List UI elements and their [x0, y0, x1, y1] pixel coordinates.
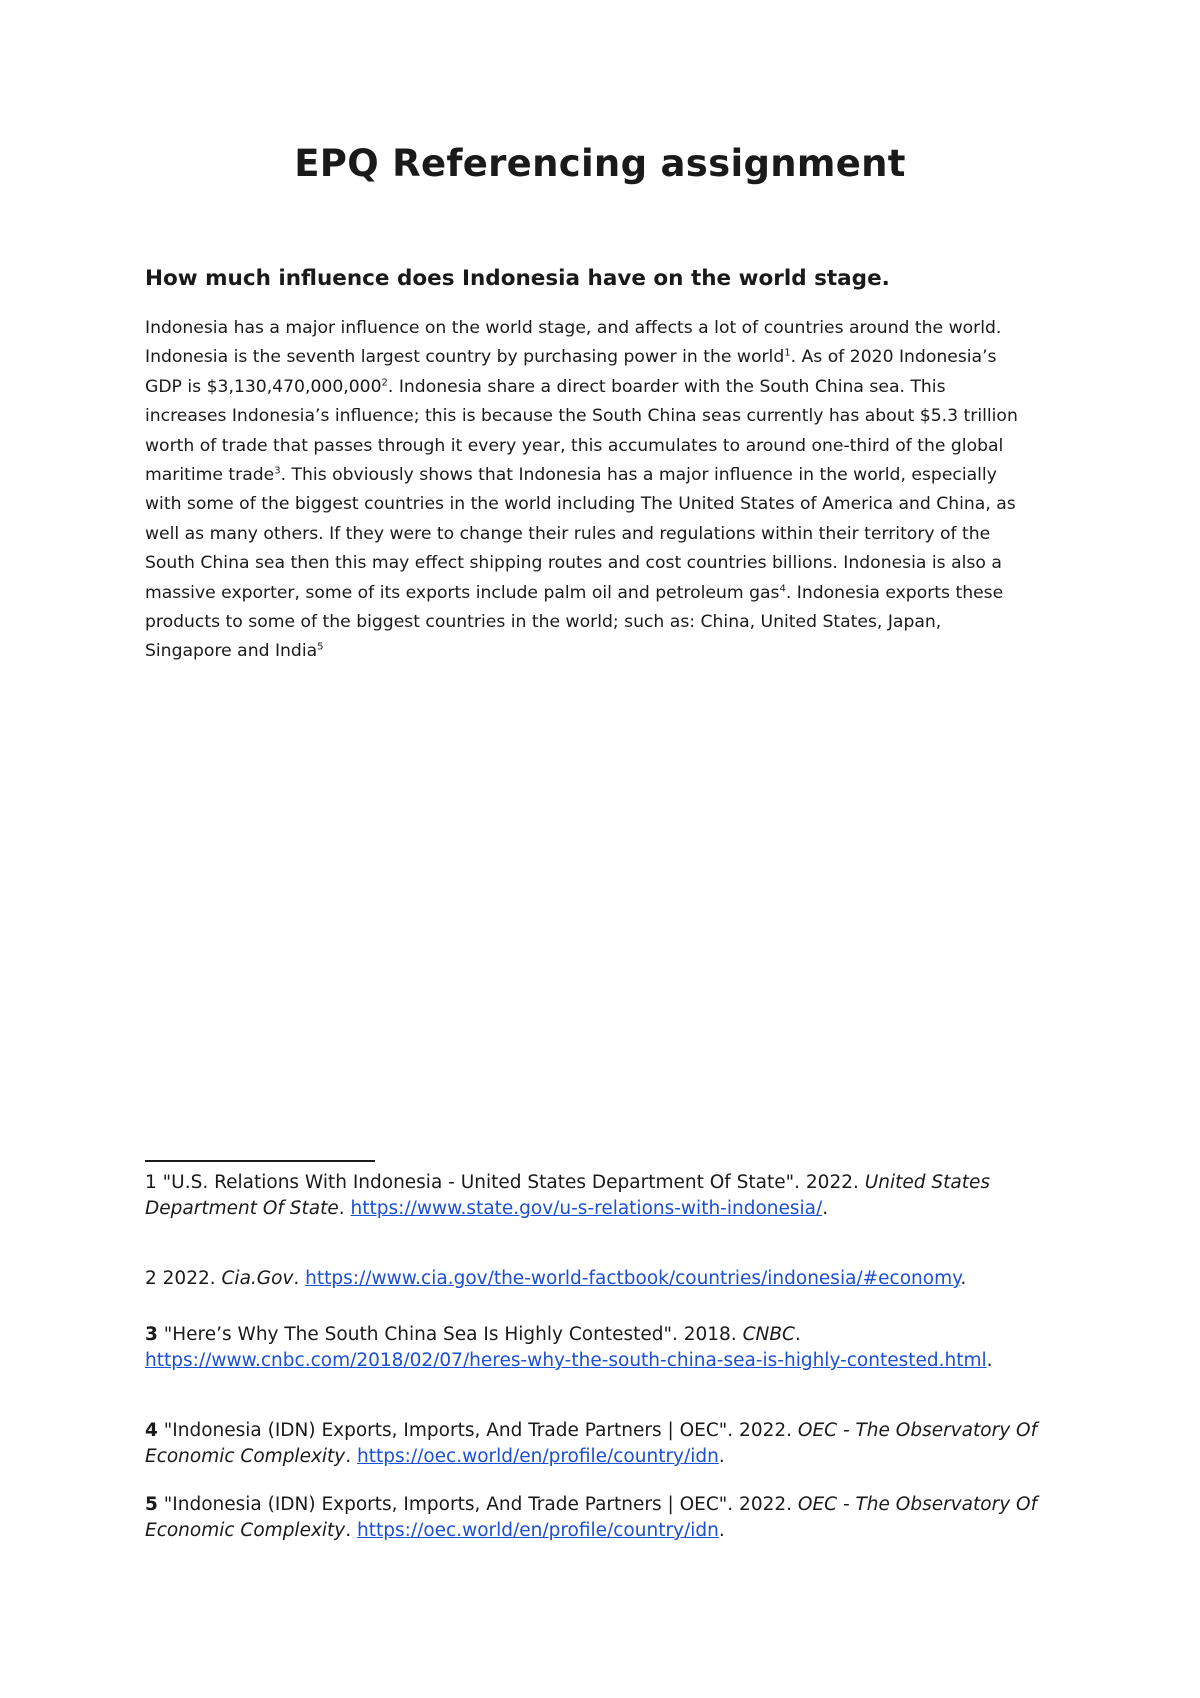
- paragraph-line: Indonesia is the seventh largest country by purchasing power in the world$^1$. As of 2020 Indonesia’s: [145, 347, 997, 368]
- footnote-number: 1: [145, 1172, 157, 1193]
- paragraph-line: Singapore and India$^5$: [145, 641, 324, 662]
- section-heading: How much influence does Indonesia have on the world stage.: [145, 266, 890, 291]
- paragraph-line: increases Indonesia’s influence; this is because the South China seas currently has about $5.3 trillion: [145, 406, 1018, 427]
- paragraph-line: maritime trade$^3$. This obviously shows that Indonesia has a major influence in the world, especially: [145, 465, 997, 486]
- footnote-source: CNBC: [742, 1324, 795, 1345]
- footnote-source: United States Department Of State: [145, 1172, 991, 1219]
- footnote-4: 4 "Indonesia (IDN) Exports, Imports, And Trade Partners | OEC". 2022. OEC - The Observatory Of Economic Complexity. https://oec.world/en/profile/country/idn.: [145, 1420, 1038, 1467]
- document-title: EPQ Referencing assignment: [294, 142, 906, 185]
- footnote-ref-2[interactable]: 2: [381, 377, 388, 389]
- footnote-5: 5 "Indonesia (IDN) Exports, Imports, And Trade Partners | OEC". 2022. OEC - The Observatory Of Economic Complexity. https://oec.world/en/profile/country/idn.: [145, 1494, 1038, 1541]
- body-paragraph: [145, 314, 1070, 667]
- footnote-link[interactable]: https://oec.world/en/profile/country/idn: [357, 1520, 719, 1541]
- paragraph-line: massive exporter, some of its exports include palm oil and petroleum gas$^4$. Indonesia exports these: [145, 582, 1004, 603]
- footnote-source: OEC - The Observatory Of Economic Complexity: [145, 1420, 1038, 1467]
- footnote-number: 3: [145, 1324, 158, 1345]
- paragraph-line: South China sea then this may effect shipping routes and cost countries billions. Indonesia is also a: [145, 553, 1002, 574]
- footnote-number: 2: [145, 1268, 157, 1289]
- footnote-3: 3 "Here’s Why The South China Sea Is Highly Contested". 2018. CNBC. https://www.cnbc.com/2018/02/07/heres-why-the-south-china-sea-is-highly-contested.html.: [145, 1324, 993, 1371]
- paragraph-line: GDP is $3,130,470,000,000$^2$. Indonesia share a direct boarder with the South China sea. This: [145, 376, 946, 397]
- footnote-2: 2 2022. Cia.Gov. https://www.cia.gov/the-world-factbook/countries/indonesia/#economy.: [145, 1268, 967, 1289]
- footnote-ref-5[interactable]: 5: [317, 641, 324, 653]
- footnote-ref-4[interactable]: 4: [779, 582, 786, 594]
- paragraph-line: Indonesia has a major influence on the world stage, and affects a lot of countries around the world.: [145, 318, 1002, 338]
- paragraph-line: well as many others. If they were to change their rules and regulations within their territory of the: [145, 523, 991, 544]
- paragraph-line: products to some of the biggest countries in the world; such as: China, United States, Japan,: [145, 612, 942, 633]
- footnote-number: 4: [145, 1420, 158, 1441]
- footnote-source: Cia.Gov: [221, 1268, 294, 1289]
- footnote-1: 1 "U.S. Relations With Indonesia - United States Department Of State". 2022. United States Department Of State. https://www.state.gov/u-s-relations-with-indonesia/.: [145, 1172, 991, 1219]
- footnote-source: OEC - The Observatory Of Economic Complexity: [145, 1494, 1038, 1541]
- footnote-link[interactable]: https://oec.world/en/profile/country/idn: [357, 1446, 719, 1467]
- footnote-link[interactable]: https://www.cnbc.com/2018/02/07/heres-why-the-south-china-sea-is-highly-contested.html: [145, 1350, 987, 1371]
- footnote-link[interactable]: https://www.cia.gov/the-world-factbook/countries/indonesia/#economy: [305, 1268, 961, 1289]
- footnote-number: 5: [145, 1494, 158, 1515]
- paragraph-line: with some of the biggest countries in the world including The United States of America and China, as: [145, 494, 1016, 515]
- footnote-separator: [145, 1160, 375, 1162]
- footnote-ref-1[interactable]: 1: [784, 347, 791, 359]
- footnote-ref-3[interactable]: 3: [274, 465, 281, 477]
- footnote-link[interactable]: https://www.state.gov/u-s-relations-with-indonesia/: [350, 1198, 823, 1219]
- paragraph-line: worth of trade that passes through it every year, this accumulates to around one-third of the global: [145, 435, 1004, 456]
